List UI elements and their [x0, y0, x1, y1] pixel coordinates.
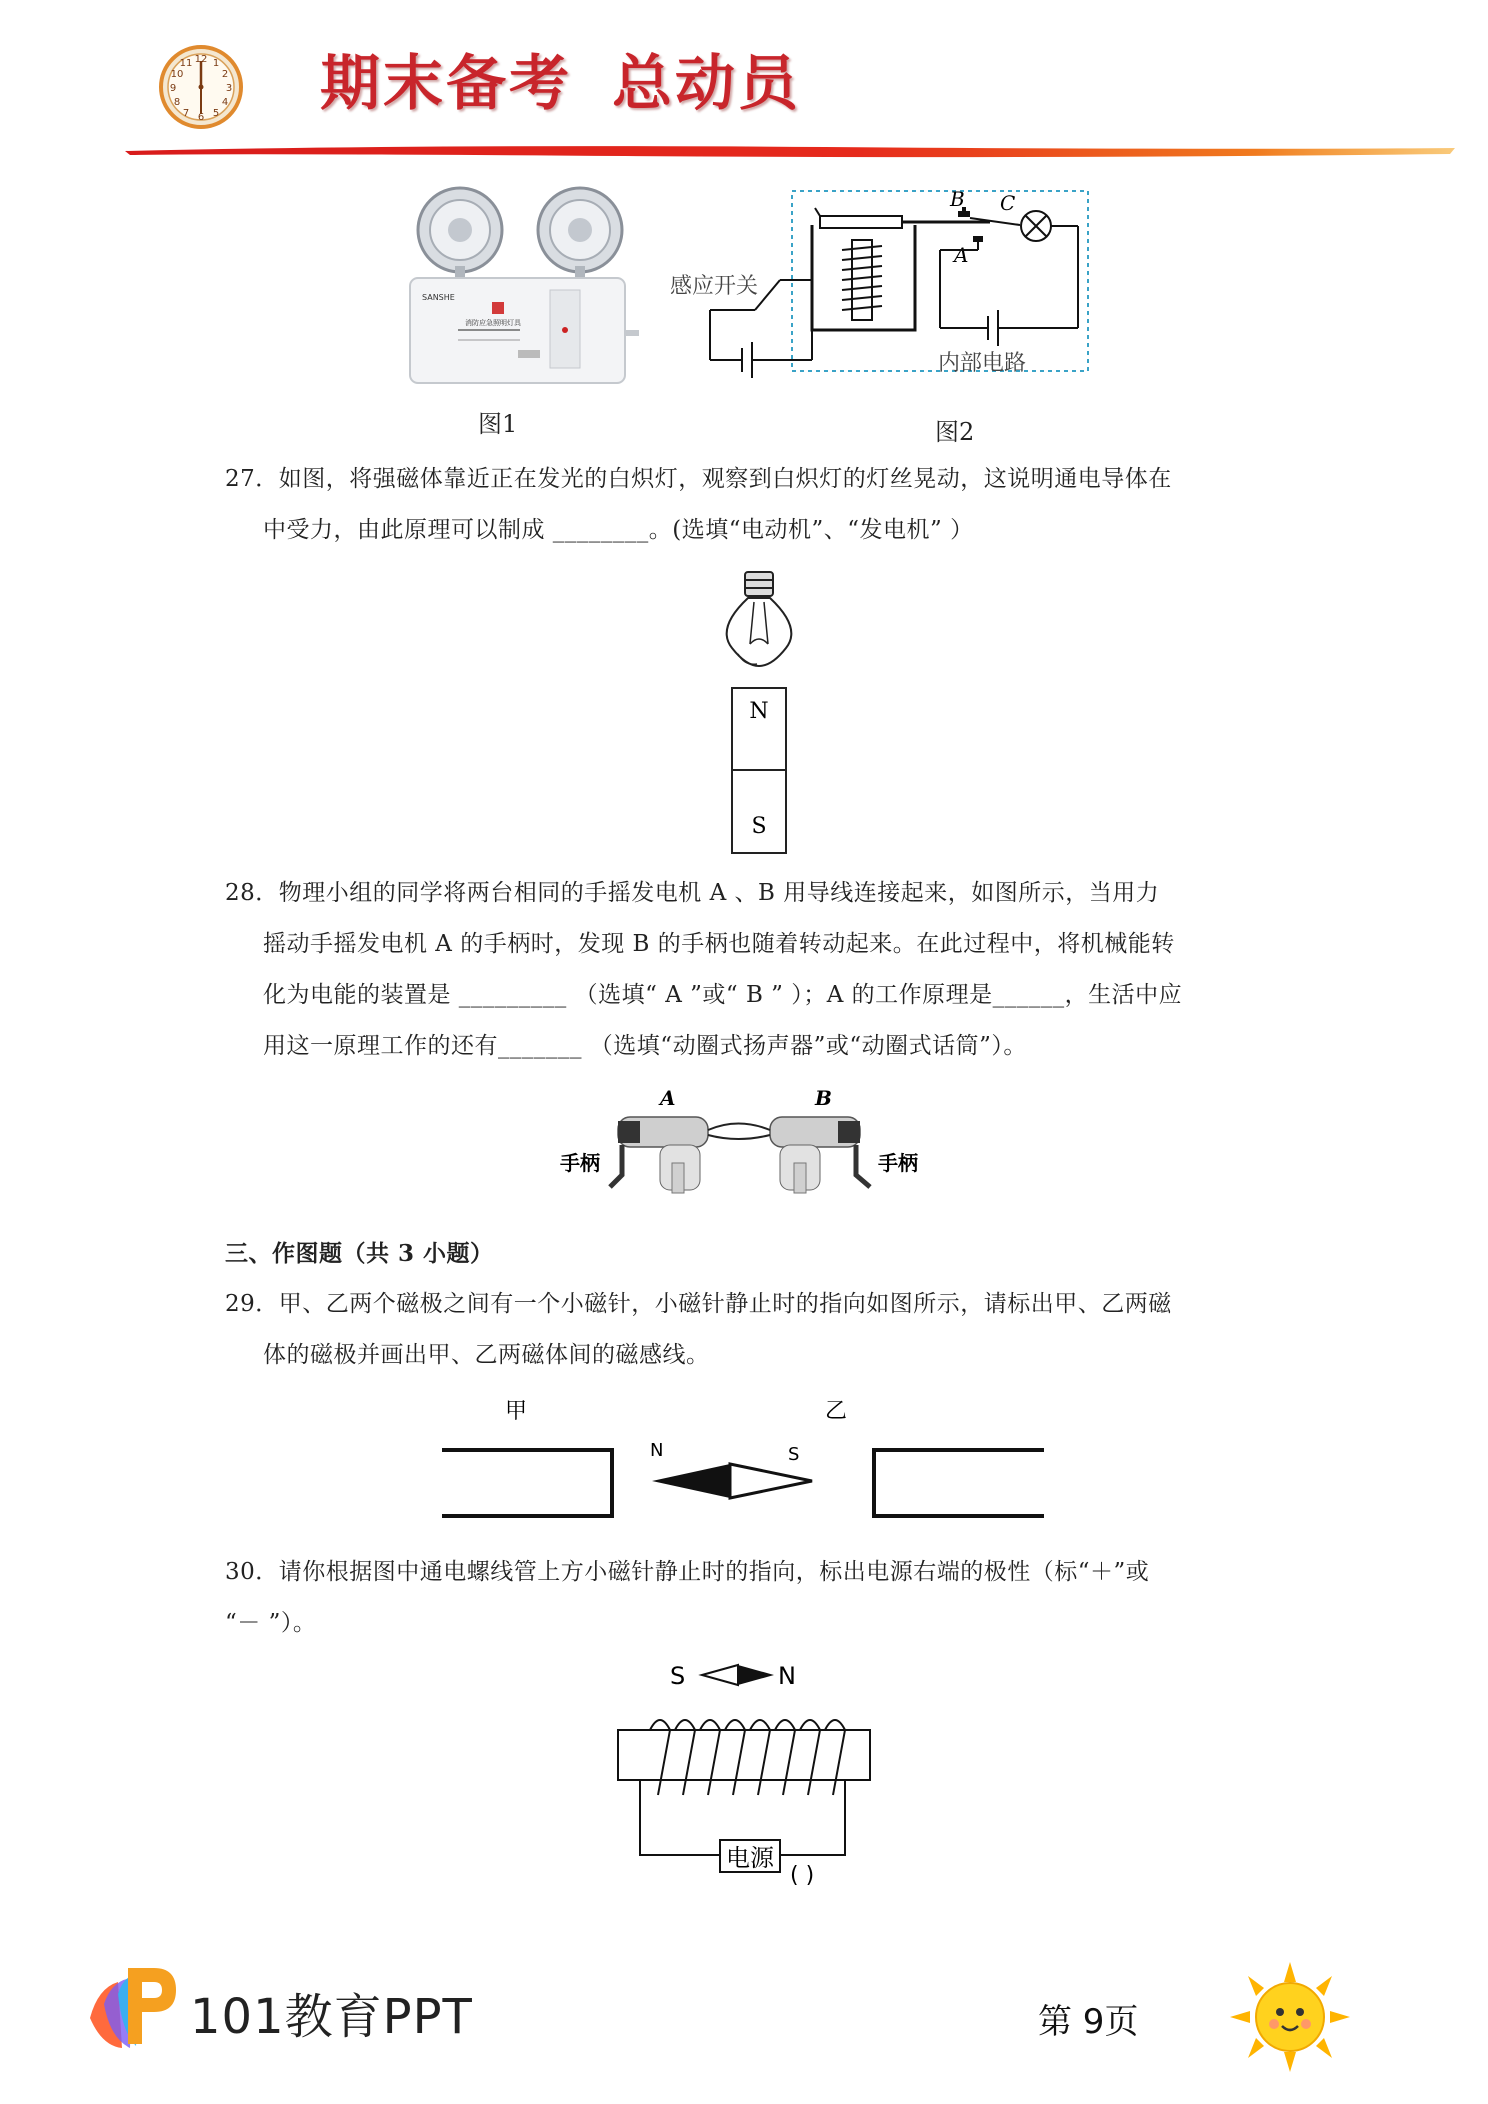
header-title	[320, 36, 801, 122]
svg-text:10: 10	[170, 69, 184, 80]
svg-text:N: N	[749, 699, 769, 724]
svg-text:6: 6	[197, 112, 205, 123]
figure-1	[400, 180, 640, 440]
svg-text:( ): ( )	[790, 1863, 815, 1888]
header-title-part2: 总动员	[612, 49, 801, 119]
q29-line1: 29．甲、乙两个磁极之间有一个小磁针，小磁针静止时的指向如图所示，请标出甲、乙两磁	[225, 1291, 1172, 1317]
svg-text:C: C	[1000, 191, 1016, 215]
q30-line2: “－ ”）。	[225, 1610, 317, 1636]
footer-brand: 101教育PPT	[190, 1989, 473, 2045]
svg-text:B: B	[950, 187, 965, 211]
fig2-caption: 图2	[935, 418, 975, 446]
q27-line1: 27．如图，将强磁体靠近正在发光的白炽灯，观察到白炽灯的灯丝晃动，这说明通电导体在	[225, 466, 1172, 492]
svg-text:手柄: 手柄	[878, 1151, 918, 1175]
svg-text:N: N	[650, 1440, 664, 1461]
header-banner-stroke	[125, 142, 1455, 162]
svg-text:内部电路: 内部电路	[938, 351, 1027, 376]
svg-text:SANSHE: SANSHE	[422, 293, 455, 302]
svg-text:7: 7	[182, 108, 190, 119]
svg-text:S: S	[751, 814, 767, 839]
svg-text:P: P	[84, 1958, 85, 1959]
svg-text:12: 12	[194, 54, 208, 65]
figure-2	[670, 180, 1100, 450]
svg-text:乙: 乙	[824, 1399, 848, 1424]
svg-text:A: A	[660, 1086, 676, 1110]
q28-line1: 28．物理小组的同学将两台相同的手摇发电机 A 、B 用导线连接起来，如图所示，当用力	[225, 880, 1160, 906]
solenoid-figure	[610, 1650, 890, 1900]
svg-text:N: N	[778, 1662, 796, 1690]
header-title-part1: 期末备考	[320, 49, 572, 119]
svg-text:消防应急照明灯具: 消防应急照明灯具	[465, 319, 521, 327]
q28-line2: 摇动手摇发电机 A 的手柄时，发现 B 的手柄也随着转动起来。在此过程中，将机械能转	[263, 931, 1175, 957]
svg-text:感应开关: 感应开关	[670, 274, 759, 299]
svg-text:5: 5	[212, 108, 220, 119]
svg-text:1: 1	[212, 58, 220, 69]
sun-icon	[1230, 1962, 1350, 2072]
q29-line2: 体的磁极并画出甲、乙两磁体间的磁感线。	[263, 1342, 710, 1368]
svg-text:A: A	[954, 243, 969, 267]
svg-text:11: 11	[179, 58, 193, 69]
svg-text:9: 9	[169, 83, 177, 94]
svg-text:3: 3	[225, 83, 233, 94]
section3-title: 三、作图题（共 3 小题）	[225, 1240, 494, 1267]
q27-line2: 中受力，由此原理可以制成 ________。(选填“电动机”、“发电机” ）	[263, 517, 974, 543]
svg-text:4: 4	[221, 97, 229, 108]
svg-text:B: B	[815, 1086, 832, 1110]
brand-logo-icon	[84, 1958, 180, 2054]
clock-icon	[158, 44, 244, 130]
svg-text:甲: 甲	[504, 1399, 528, 1424]
q30-line1: 30．请你根据图中通电螺线管上方小磁针静止时的指向，标出电源右端的极性（标“＋”或	[225, 1559, 1150, 1585]
header	[0, 0, 1488, 170]
emergency-light-image	[400, 180, 640, 390]
q28-line4: 用这一原理工作的还有_______ （选填“动圈式扬声器”或“动圈式话筒”）。	[263, 1033, 1027, 1059]
svg-text:手柄: 手柄	[560, 1151, 600, 1175]
svg-text:8: 8	[173, 97, 181, 108]
hand-generators-figure	[560, 1085, 940, 1215]
relay-circuit-diagram	[670, 180, 1100, 390]
svg-text:S: S	[670, 1662, 686, 1690]
page-number: 第 9页	[1038, 2002, 1139, 2042]
fig1-caption: 图1	[478, 410, 518, 438]
svg-text:2: 2	[221, 69, 229, 80]
two-magnets-figure	[432, 1388, 1054, 1538]
bulb-magnet-figure	[710, 568, 810, 858]
footer	[0, 1940, 1488, 2104]
svg-text:电源: 电源	[726, 1844, 774, 1872]
svg-text:S: S	[788, 1444, 800, 1465]
q28-line3: 化为电能的装置是 _________ （选填“ A ”或“ B ” ）；A 的工作原理是______，生活中应	[263, 982, 1183, 1008]
